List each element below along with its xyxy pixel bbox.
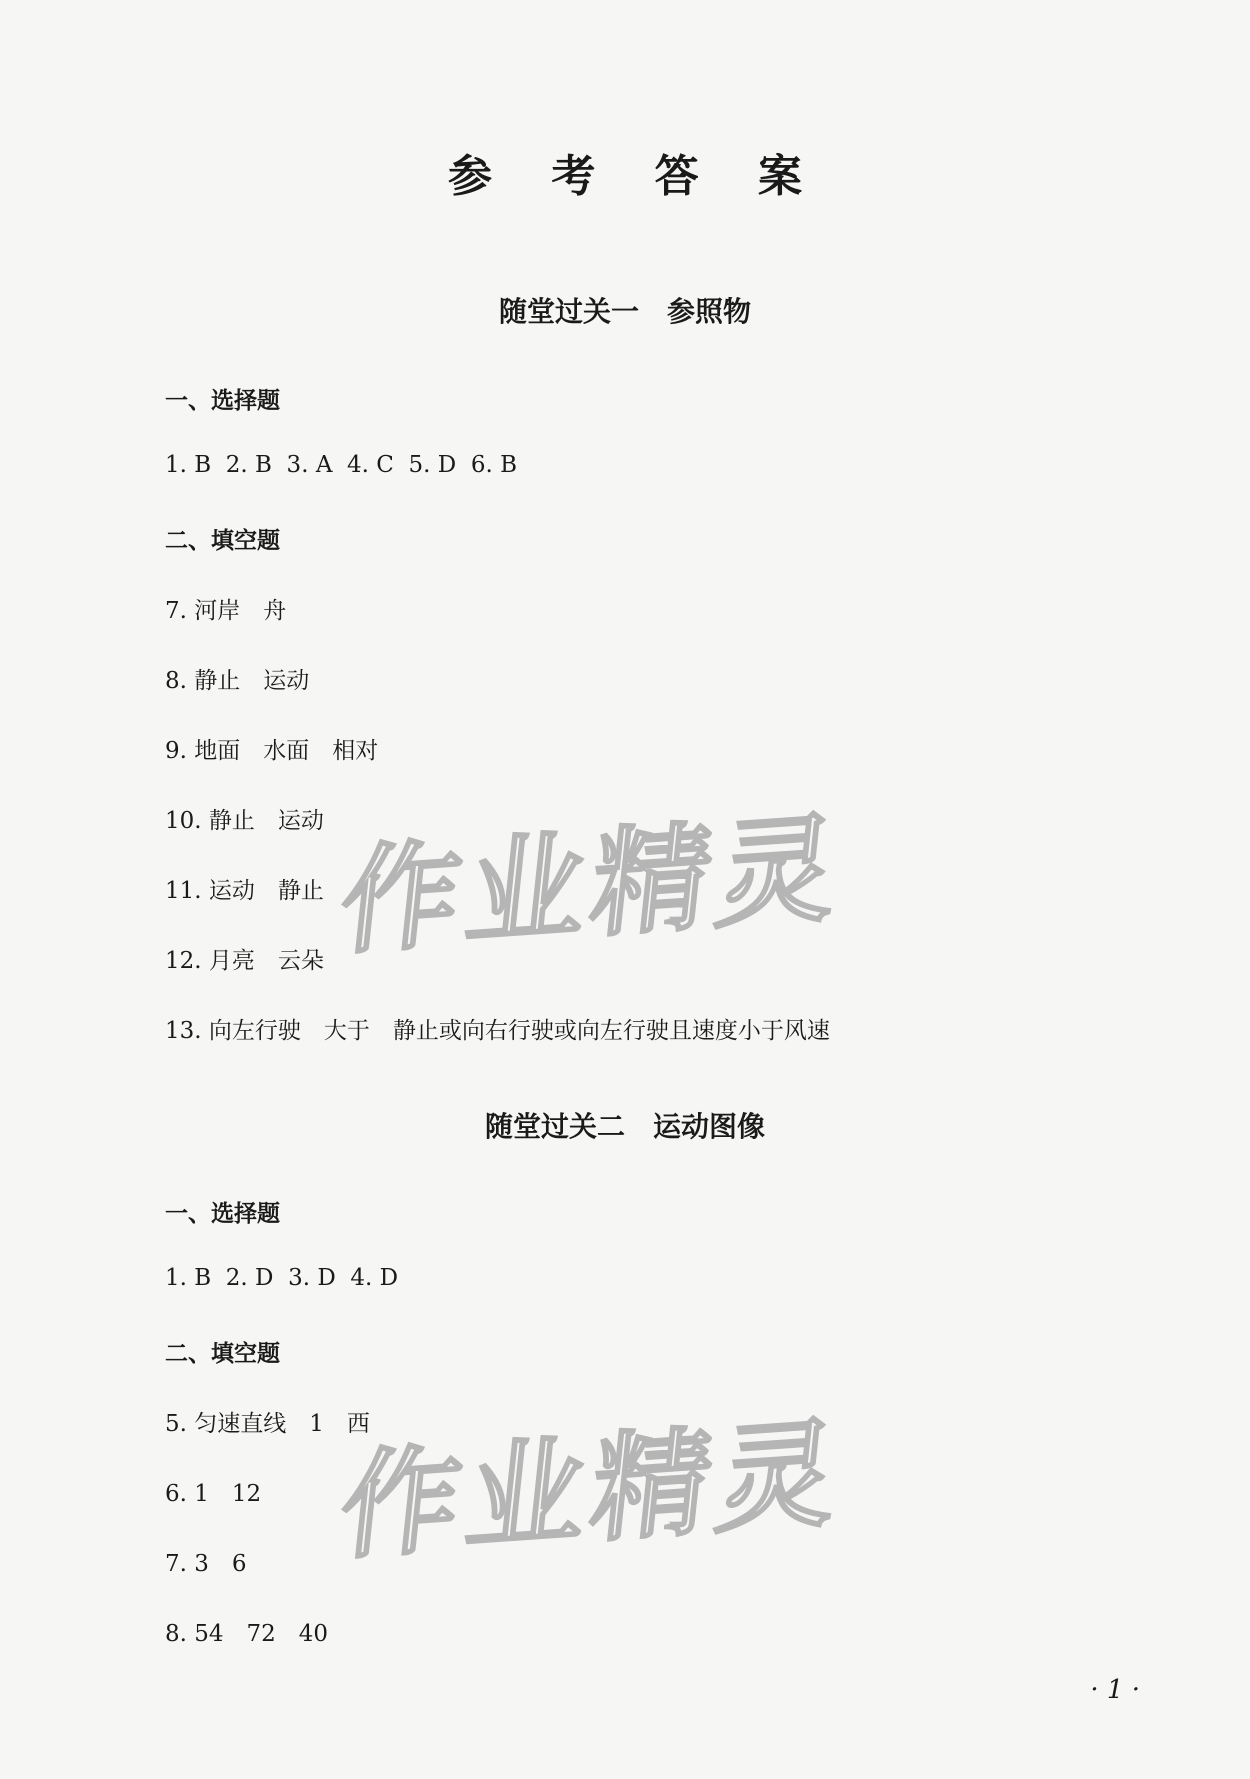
choice-answers-2: 1. B 2. D 3. D 4. D — [165, 1265, 399, 1291]
fill-answer-5: 5. 匀速直线 1 西 — [165, 1411, 370, 1437]
fill-answer-10: 10. 静止 运动 — [165, 808, 324, 834]
choice-answers-1: 1. B 2. B 3. A 4. C 5. D 6. B — [165, 452, 517, 478]
section-title-1: 随堂过关一 参照物 — [498, 295, 751, 328]
section-title-2: 随堂过关二 运动图像 — [484, 1110, 765, 1143]
watermark-logo: 作业精灵 — [334, 798, 850, 972]
page-title: 参 考 答 案 — [448, 151, 824, 202]
page-number: · 1 · — [1090, 1675, 1140, 1705]
choice-heading-1: 一、选择题 — [165, 388, 280, 414]
fill-answer-8: 8. 静止 运动 — [165, 668, 310, 694]
fill-answer-12: 12. 月亮 云朵 — [165, 948, 324, 974]
fill-answer-13: 13. 向左行驶 大于 静止或向右行驶或向左行驶且速度小于风速 — [165, 1018, 830, 1044]
choice-heading-2: 一、选择题 — [165, 1201, 280, 1227]
fill-answer-9: 9. 地面 水面 相对 — [165, 738, 379, 764]
fill-heading-2: 二、填空题 — [165, 1341, 280, 1367]
fill-answer-11: 11. 运动 静止 — [165, 878, 324, 904]
fill-answer-7: 7. 河岸 舟 — [165, 598, 287, 624]
fill-heading-1: 二、填空题 — [165, 528, 280, 554]
fill-answer-6: 6. 1 12 — [165, 1481, 262, 1507]
fill-answer-8b: 8. 54 72 40 — [165, 1621, 329, 1647]
watermark-logo: 作业精灵 — [334, 1403, 850, 1577]
fill-answer-7b: 7. 3 6 — [165, 1551, 247, 1577]
